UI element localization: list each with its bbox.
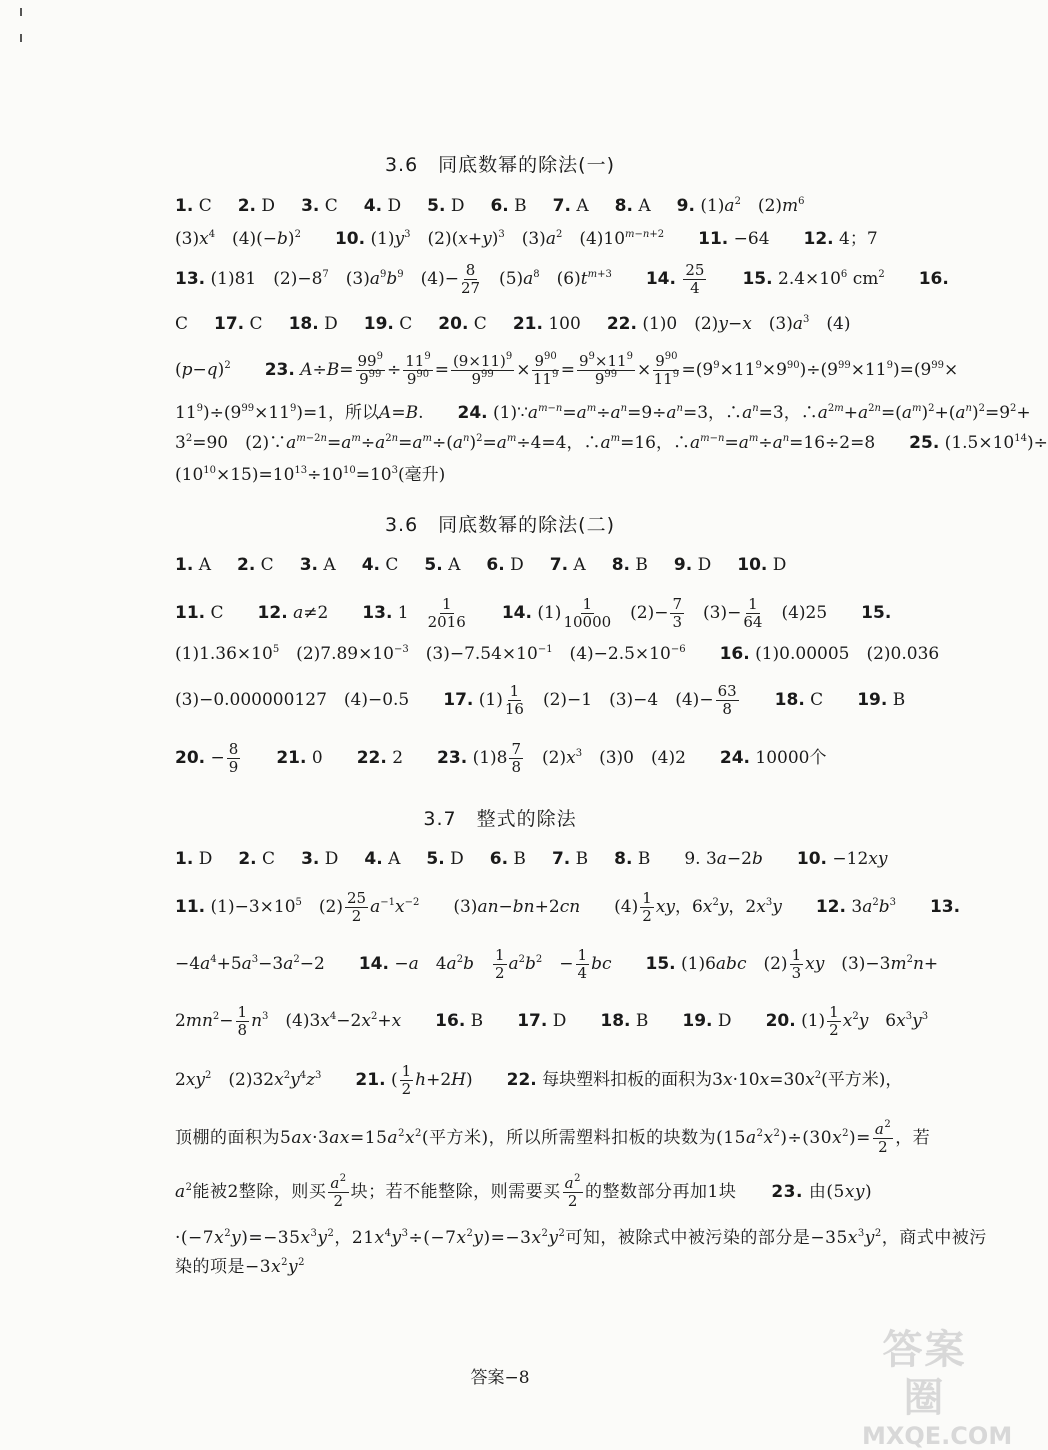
answer-line: $-4a^4+5a^3-3a^2-2$ 14. −a $4a^2b$ $\frac{1}{2}$ $a^2b^2$ − $\frac{1}{4}$ bc 15. (1)6abc (2) $\frac{1}{3}$ xy $(3)-3m^2n+$ [175,946,939,982]
answer-line: 染的项是$-3x^2y^2$ [175,1257,306,1277]
answer-line: 11. $(1)-3\times 10^5$ (2) $\frac{25}{2}$ $a^{-1}x^{-2}$ (3)an−bn+2cn (4) $\frac{1}{2}$ xy，$6x^2y$，$2x^3y$ 12. $3a^2b^3$ 13. [175,889,961,925]
answer-line: $(1)1.36\times 10^5$ $(2)7.89\times 10^{-3}$ $(3)-7.54\times 10^{-1}$ $(4)-2.5\times 10^{-6}$ 16. (1)0.00005 (2)0.036 [175,644,940,664]
answer-line: 20. − $\frac{8}{9}$ 21. 0 22. 2 23. (1)8 $\frac{7}{8}$ $(2)x^3$ (3)0 (4)2 24. 10000个 [175,740,827,776]
answer-line: (3)−0.000000127 (4)−0.5 17. (1) $\frac{1}{16}$ (2)−1 (3)−4 (4)− $\frac{63}{8}$ 18. C 19. B [175,682,906,718]
section-title: 3.7 整式的除法 [423,808,577,830]
answer-line: 1. D 2. C 3. D 4. A 5. D 6. B 7. B 8. B 9. 3a−2b 10. −12xy [175,849,888,869]
watermark-en: MXQE.COM [862,1422,1013,1450]
page-footer: 答案−8 [470,1368,530,1388]
answer-line: $2xy^2$ $(2)32x^2y^4z^3$ 21. ( $\frac{1}{2}$ h+2H) 22. 每块塑料扣板的面积为$3x\cdot 10x=30x^2$(平方米)， [175,1062,903,1098]
section-title: 3.6 同底数幂的除法(二) [384,514,616,536]
answer-line: $a^2$能被2整除，则买 $\frac{a^2}{2}$ 块；若不能整除，则需要买 $\frac{a^2}{2}$ 的整数部分再加1块 23. 由(5xy) [175,1173,873,1210]
answer-line: $3^2=90$ $(2)\because a^{m-2n}=a^m\div a^{2n}=a^m\div(a^n)^2=a^m\div 4=4$，$\therefore a^m=16$，$\therefore a^{m-n}=a^m\div a^n=16\div 2=8$ 25. $(1.5\times 10^{14})\div$ [175,433,1048,453]
answer-line: $11^9)\div(9^{99}\times 11^9)=1$，所以A=B. 24. $(1)\because a^{m-n}=a^m\div a^n=9\div a^n=3$，$\therefore a^n=3$，$\therefore a^{2m}+a^{2n}=(a^m)^2+(a^n)^2=9^2+$ [175,403,1031,423]
answer-line: $2mn^2-$ $\frac{1}{8}$ $n^3$ $(4)3x^4-2x^2+x$ 16. B 17. D 18. B 19. D 20. (1) $\frac{1}{2}$ $x^2y$ $6x^3y^3$ [175,1003,929,1039]
answer-line: 13. (1)81 $(2)-8^7$ $(3)a^9b^9$ (4)− $\frac{8}{27}$ $(5)a^8$ $(6)t^{m+3}$ 14. $\frac{25}{4}$ 15. $2.4\times 10^6$ $cm^2$ 16. [175,261,949,297]
answer-line: 1. A 2. C 3. A 4. C 5. A 6. D 7. A 8. B 9. D 10. D [175,555,787,575]
answer-line: 1. C 2. D 3. C 4. D 5. D 6. B 7. A 8. A 9. $(1)a^2$ $(2)m^6$ [175,196,805,216]
answer-line: $(p-q)^2$ 23. A÷B= $\frac{99^9}{9^{99}}$ ÷ $\frac{11^9}{9^{90}}$ = $\frac{(9\times 11)^9}{9^{99}}$ × $\frac{9^{90}}{11^9}$ = $\frac{9^9\times 11^9}{9^{99}}$ × $\frac{9^{90}}{11^9}$ $=(9^9\times 11^9\times 9^{90})\div(9^{99}\times 11^9)=(9^{99}\times$ [175,351,959,388]
watermark-cn: 答案圈 [882,1327,967,1421]
answer-line: $(3)x^4$ $(4)(-b)^2$ 10. $(1)y^3$ $(2)(x+y)^3$ $(3)a^2$ $(4)10^{m-n+2}$ 11. −64 12. 4；7 [175,229,878,249]
answer-line: $(10^{10}\times 15)=10^{13}\div 10^{10}=10^3$(毫升) [175,465,446,485]
page-mark [20,34,22,42]
watermark-logo [862,1326,1013,1450]
answer-line: 顶棚的面积为$5ax\cdot 3ax=15a^2x^2$(平方米)，所以所需塑料扣板的块数为$(15a^2x^2)\div(30x^2)=$ $\frac{a^2}{2}$ ，若 [175,1119,931,1156]
answer-line: $\cdot(-7x^2y)=-35x^3y^2$，$21x^4y^3\div(-7x^2y)=-3x^2y^2$可知，被除式中被污染的部分是$-35x^3y^2$，商式中被污 [175,1228,987,1248]
answer-line: 11. C 12. a≠2 13. 1 $\frac{1}{2016}$ 14. (1) $\frac{1}{10000}$ (2)− $\frac{7}{3}$ (3)− $\frac{1}{64}$ (4)25 15. [175,595,892,631]
page-mark [20,8,22,16]
answer-line: C 17. C 18. D 19. C 20. C 21. 100 22. (1)0 (2)y−x $(3)a^3$ (4) [175,314,851,334]
section-title: 3.6 同底数幂的除法(一) [384,154,616,176]
